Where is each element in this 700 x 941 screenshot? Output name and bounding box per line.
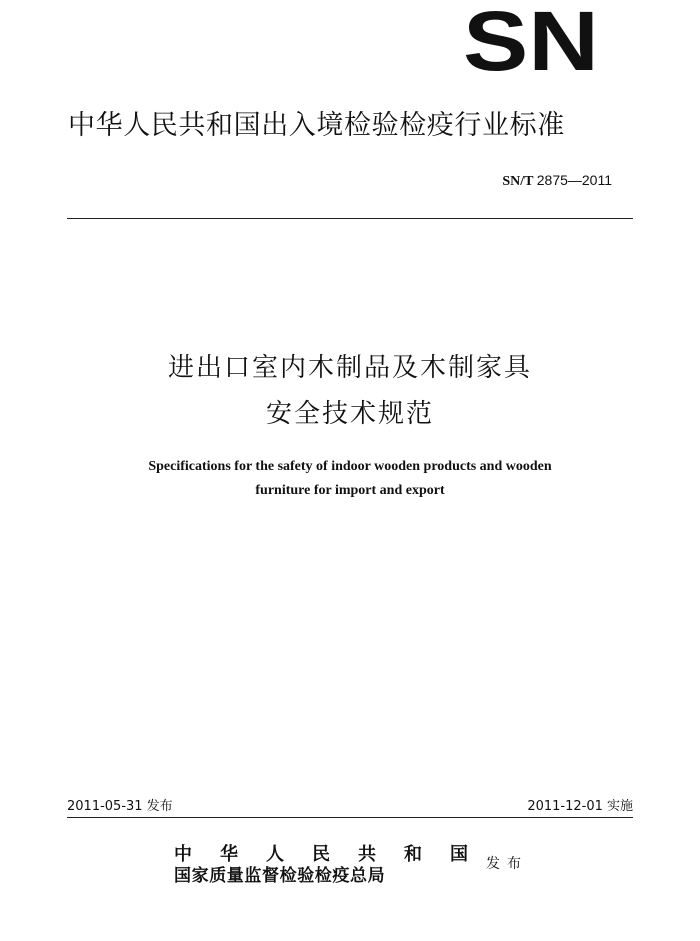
issuer-char: 和: [404, 844, 422, 865]
sn-logo-text: SN: [463, 4, 599, 76]
standard-number: [502, 172, 612, 190]
cn-title-line-1: 进出口室内木制品及木制家具: [167, 353, 532, 383]
issuer-char: 人: [266, 844, 284, 865]
standard-code: 2875—2011: [536, 172, 612, 188]
top-divider: [67, 218, 633, 219]
issuer-agency-line: 国家质量监督检验检疫总局: [174, 866, 386, 886]
issuer-char: 中: [174, 844, 192, 865]
en-title-line-2: furniture for import and export: [255, 483, 445, 498]
effective-date: 2011-12-01 实施: [527, 799, 633, 814]
issuer-char: 民: [312, 844, 330, 865]
cn-title-line-2: 安全技术规范: [265, 399, 434, 429]
issue-word: 发布: [486, 856, 528, 872]
sn-logo: [462, 4, 600, 76]
bottom-divider: [67, 817, 633, 818]
issuer-char: 华: [220, 844, 238, 865]
standard-prefix: SN/T: [502, 174, 534, 189]
issuer-char: 共: [358, 844, 376, 865]
agency-title: 中华人民共和国出入境检验检疫行业标准: [68, 110, 565, 141]
en-title-line-1: Specifications for the safety of indoor wooden products and wooden: [148, 459, 552, 474]
issuer-char: 国: [450, 844, 468, 865]
issuer-country-line: [174, 845, 468, 865]
issue-date: 2011-05-31 发布: [67, 799, 173, 814]
issuer-block: [174, 845, 470, 887]
